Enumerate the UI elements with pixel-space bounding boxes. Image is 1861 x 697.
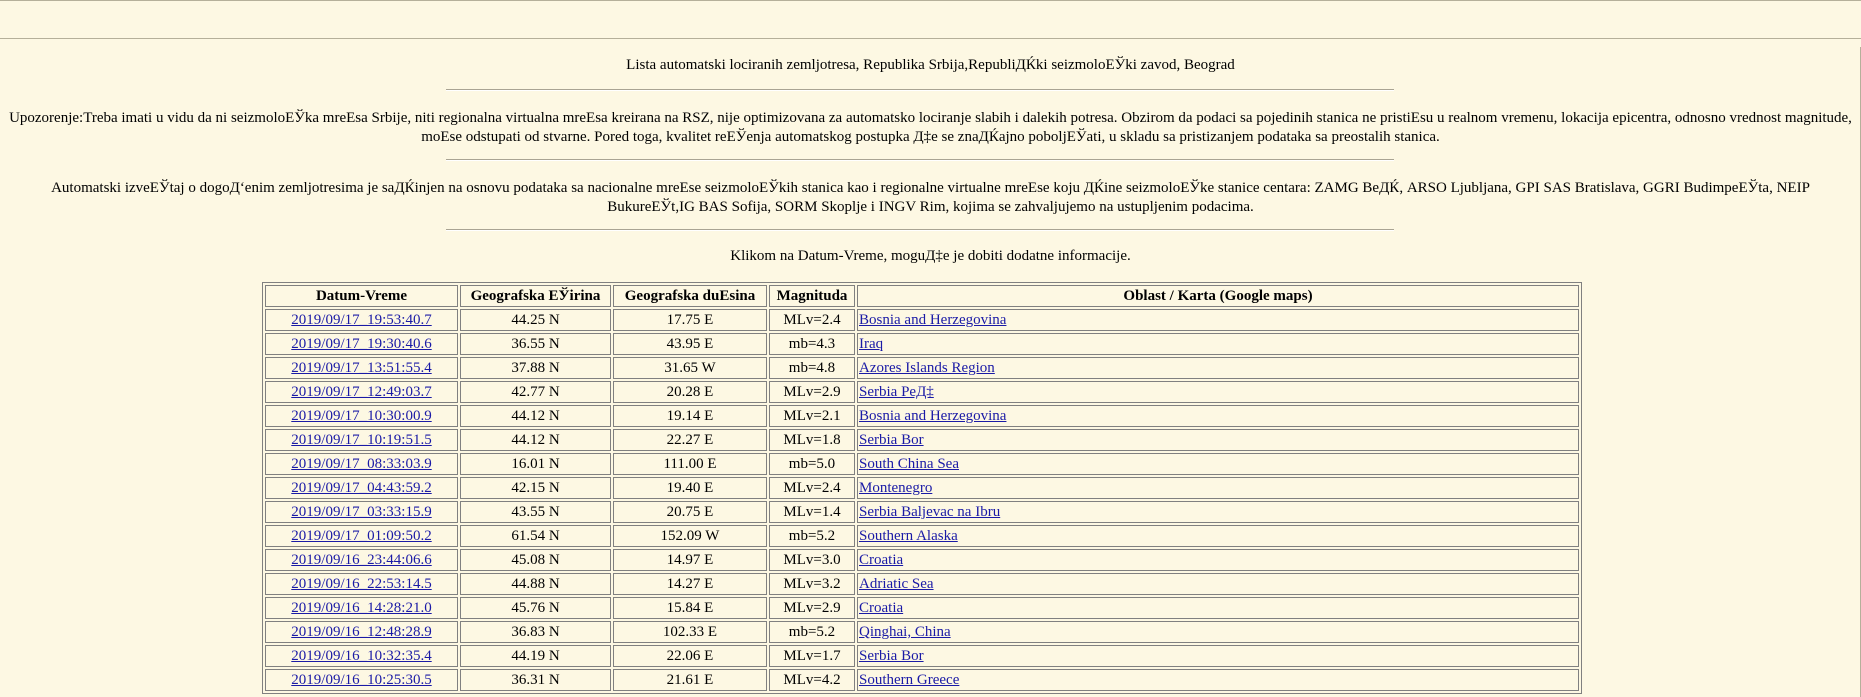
datetime-cell (265, 333, 458, 355)
region-map-link[interactable]: South China Sea (859, 456, 959, 472)
magnitude-cell: mb=4.3 (769, 333, 855, 355)
divider-3 (446, 229, 1394, 231)
magnitude-cell: mb=4.8 (769, 357, 855, 379)
latitude-cell: 16.01 N (460, 453, 611, 475)
earthquake-table (262, 282, 1582, 694)
magnitude-cell: MLv=1.8 (769, 429, 855, 451)
magnitude-cell: MLv=2.9 (769, 597, 855, 619)
magnitude-cell: MLv=3.0 (769, 549, 855, 571)
magnitude-cell: MLv=1.7 (769, 645, 855, 667)
region-cell (857, 429, 1579, 451)
click-hint: Klikom na Datum-Vreme, moguД‡e je dobiti dodatne informacije. (730, 248, 1131, 264)
datetime-cell (265, 429, 458, 451)
longitude-cell: 19.14 E (613, 405, 767, 427)
region-map-link[interactable]: Serbia Bor (859, 432, 924, 448)
region-cell (857, 357, 1579, 379)
longitude-cell: 17.75 E (613, 309, 767, 331)
region-cell (857, 621, 1579, 643)
divider-1 (446, 89, 1394, 91)
table-row (265, 549, 1579, 571)
longitude-cell: 152.09 W (613, 525, 767, 547)
table-row (265, 621, 1579, 643)
region-cell (857, 597, 1579, 619)
table-row (265, 309, 1579, 331)
magnitude-cell: MLv=2.9 (769, 381, 855, 403)
datetime-cell (265, 573, 458, 595)
latitude-cell: 42.15 N (460, 477, 611, 499)
page-title: Lista automatski lociranih zemljotresa, Republika Srbija,RepubliДЌki seizmoloЕЎki zavod, Beograd (626, 57, 1235, 73)
table-row (265, 333, 1579, 355)
header-divider (0, 38, 1861, 39)
longitude-cell: 20.28 E (613, 381, 767, 403)
table-row (265, 381, 1579, 403)
region-cell (857, 669, 1579, 691)
latitude-cell: 61.54 N (460, 525, 611, 547)
region-map-link[interactable]: Serbia PeД‡ (859, 384, 934, 400)
region-map-link[interactable]: Bosnia and Herzegovina (859, 312, 1007, 328)
latitude-cell: 44.12 N (460, 429, 611, 451)
datetime-cell (265, 597, 458, 619)
region-map-link[interactable]: Montenegro (859, 480, 933, 496)
longitude-cell: 102.33 E (613, 621, 767, 643)
table-row (265, 501, 1579, 523)
datetime-link[interactable]: 2019/09/16_23:44:06.6 (291, 552, 432, 568)
region-map-link[interactable]: Croatia (859, 600, 904, 616)
datetime-link[interactable]: 2019/09/17_10:19:51.5 (291, 432, 432, 448)
table-row (265, 597, 1579, 619)
region-map-link[interactable]: Southern Greece (859, 672, 960, 688)
region-cell (857, 645, 1579, 667)
region-cell (857, 333, 1579, 355)
datetime-cell (265, 621, 458, 643)
datetime-link[interactable]: 2019/09/16_10:32:35.4 (291, 648, 432, 664)
longitude-cell: 22.27 E (613, 429, 767, 451)
table-row (265, 357, 1579, 379)
divider-2 (446, 159, 1394, 161)
magnitude-cell: mb=5.2 (769, 525, 855, 547)
region-map-link[interactable]: Iraq (859, 336, 884, 352)
header-region: Oblast / Karta (Google maps) (857, 285, 1579, 307)
report-text-line-2: BukureЕЎt,IG BAS Sofija, SORM Skoplje i INGV Rim, kojima se zahvaljujemo na ustupljenim podacima. (607, 199, 1254, 215)
magnitude-cell: MLv=2.4 (769, 309, 855, 331)
datetime-link[interactable]: 2019/09/17_03:33:15.9 (291, 504, 432, 520)
table-row (265, 477, 1579, 499)
region-cell (857, 453, 1579, 475)
header-longitude: Geografska duЕѕina (613, 285, 767, 307)
datetime-link[interactable]: 2019/09/17_08:33:03.9 (291, 456, 432, 472)
longitude-cell: 15.84 E (613, 597, 767, 619)
latitude-cell: 44.19 N (460, 645, 611, 667)
latitude-cell: 44.12 N (460, 405, 611, 427)
datetime-link[interactable]: 2019/09/17_19:53:40.7 (291, 312, 432, 328)
top-divider (0, 0, 1861, 1)
region-map-link[interactable]: Azores Islands Region (859, 360, 995, 376)
region-cell (857, 405, 1579, 427)
table-row (265, 405, 1579, 427)
region-cell (857, 501, 1579, 523)
region-cell (857, 477, 1579, 499)
latitude-cell: 44.25 N (460, 309, 611, 331)
datetime-link[interactable]: 2019/09/17_04:43:59.2 (291, 480, 432, 496)
table-row (265, 573, 1579, 595)
longitude-cell: 111.00 E (613, 453, 767, 475)
latitude-cell: 45.08 N (460, 549, 611, 571)
region-map-link[interactable]: Bosnia and Herzegovina (859, 408, 1007, 424)
header-magnitude: Magnituda (769, 285, 855, 307)
magnitude-cell: MLv=1.4 (769, 501, 855, 523)
longitude-cell: 22.06 E (613, 645, 767, 667)
longitude-cell: 31.65 W (613, 357, 767, 379)
region-map-link[interactable]: Serbia Bor (859, 648, 924, 664)
datetime-link[interactable]: 2019/09/17_19:30:40.6 (291, 336, 432, 352)
latitude-cell: 44.88 N (460, 573, 611, 595)
longitude-cell: 14.27 E (613, 573, 767, 595)
region-cell (857, 573, 1579, 595)
report-text-line-1: Automatski izveЕЎtaj o dogoД‘enim zemljotresima je saДЌinjen na osnovu podataka sa nacionalne mreЕѕe seizmoloЕЎkih stanica kao i regionalne virtualne mreЕѕe koju ДЌine seizmoloЕЎke stanice centara: ZAMG BeДЌ, ARSO Ljubljana, GPI SAS Bratislava, GGRI BudimpeЕЎta, NEIP (51, 180, 1810, 196)
latitude-cell: 36.55 N (460, 333, 611, 355)
warning-text: Upozorenje:Treba imati u vidu da ni seizmoloЕЎka mreЕѕa Srbije, niti regionalna virtualna mreЕѕa kreirana na RSZ, nije optimizovana za automatsko lociranje slabih i dalekih potresa. Obzirom da podaci sa pojedinih stanica ne pristiЕѕu u realnom vremenu, lokacija epicentra, odnosno vrednost magnitude, moЕѕe odstupati od stvarne. Pored toga, kvalitet reЕЎenja automatskog postupka Д‡e se znaДЌajno poboljЕЎati, u skladu sa pristizanjem podataka sa preostalih stanica. (9, 110, 1852, 145)
region-cell (857, 549, 1579, 571)
datetime-cell (265, 645, 458, 667)
region-map-link[interactable]: Serbia Baljevac na Ibru (859, 504, 1001, 520)
datetime-link[interactable]: 2019/09/17_01:09:50.2 (291, 528, 432, 544)
table-header-row (265, 285, 1579, 307)
table-row (265, 429, 1579, 451)
latitude-cell: 43.55 N (460, 501, 611, 523)
region-cell (857, 309, 1579, 331)
longitude-cell: 20.75 E (613, 501, 767, 523)
magnitude-cell: mb=5.2 (769, 621, 855, 643)
table-row (265, 669, 1579, 691)
datetime-link[interactable]: 2019/09/17_13:51:55.4 (291, 360, 432, 376)
magnitude-cell: MLv=2.1 (769, 405, 855, 427)
region-map-link[interactable]: Croatia (859, 552, 904, 568)
header-datetime: Datum-Vreme (265, 285, 458, 307)
magnitude-cell: MLv=2.4 (769, 477, 855, 499)
datetime-cell (265, 549, 458, 571)
longitude-cell: 43.95 E (613, 333, 767, 355)
datetime-link[interactable]: 2019/09/17_10:30:00.9 (291, 408, 432, 424)
table-row (265, 453, 1579, 475)
region-cell (857, 525, 1579, 547)
region-map-link[interactable]: Adriatic Sea (859, 576, 934, 592)
datetime-cell (265, 381, 458, 403)
magnitude-cell: MLv=3.2 (769, 573, 855, 595)
datetime-link[interactable]: 2019/09/16_10:25:30.5 (291, 672, 432, 688)
latitude-cell: 36.83 N (460, 621, 611, 643)
datetime-link[interactable]: 2019/09/17_12:49:03.7 (291, 384, 432, 400)
datetime-link[interactable]: 2019/09/16_14:28:21.0 (291, 600, 432, 616)
magnitude-cell: mb=5.0 (769, 453, 855, 475)
region-cell (857, 381, 1579, 403)
datetime-cell (265, 453, 458, 475)
region-map-link[interactable]: Southern Alaska (859, 528, 958, 544)
table-row (265, 645, 1579, 667)
datetime-cell (265, 525, 458, 547)
datetime-cell (265, 669, 458, 691)
longitude-cell: 19.40 E (613, 477, 767, 499)
datetime-cell (265, 501, 458, 523)
latitude-cell: 37.88 N (460, 357, 611, 379)
region-map-link[interactable]: Qinghai, China (859, 624, 951, 640)
table-row (265, 525, 1579, 547)
header-latitude: Geografska ЕЎirina (460, 285, 611, 307)
latitude-cell: 45.76 N (460, 597, 611, 619)
datetime-cell (265, 309, 458, 331)
datetime-link[interactable]: 2019/09/16_22:53:14.5 (291, 576, 432, 592)
datetime-cell (265, 357, 458, 379)
datetime-link[interactable]: 2019/09/16_12:48:28.9 (291, 624, 432, 640)
latitude-cell: 42.77 N (460, 381, 611, 403)
longitude-cell: 14.97 E (613, 549, 767, 571)
datetime-cell (265, 477, 458, 499)
longitude-cell: 21.61 E (613, 669, 767, 691)
latitude-cell: 36.31 N (460, 669, 611, 691)
magnitude-cell: MLv=4.2 (769, 669, 855, 691)
datetime-cell (265, 405, 458, 427)
